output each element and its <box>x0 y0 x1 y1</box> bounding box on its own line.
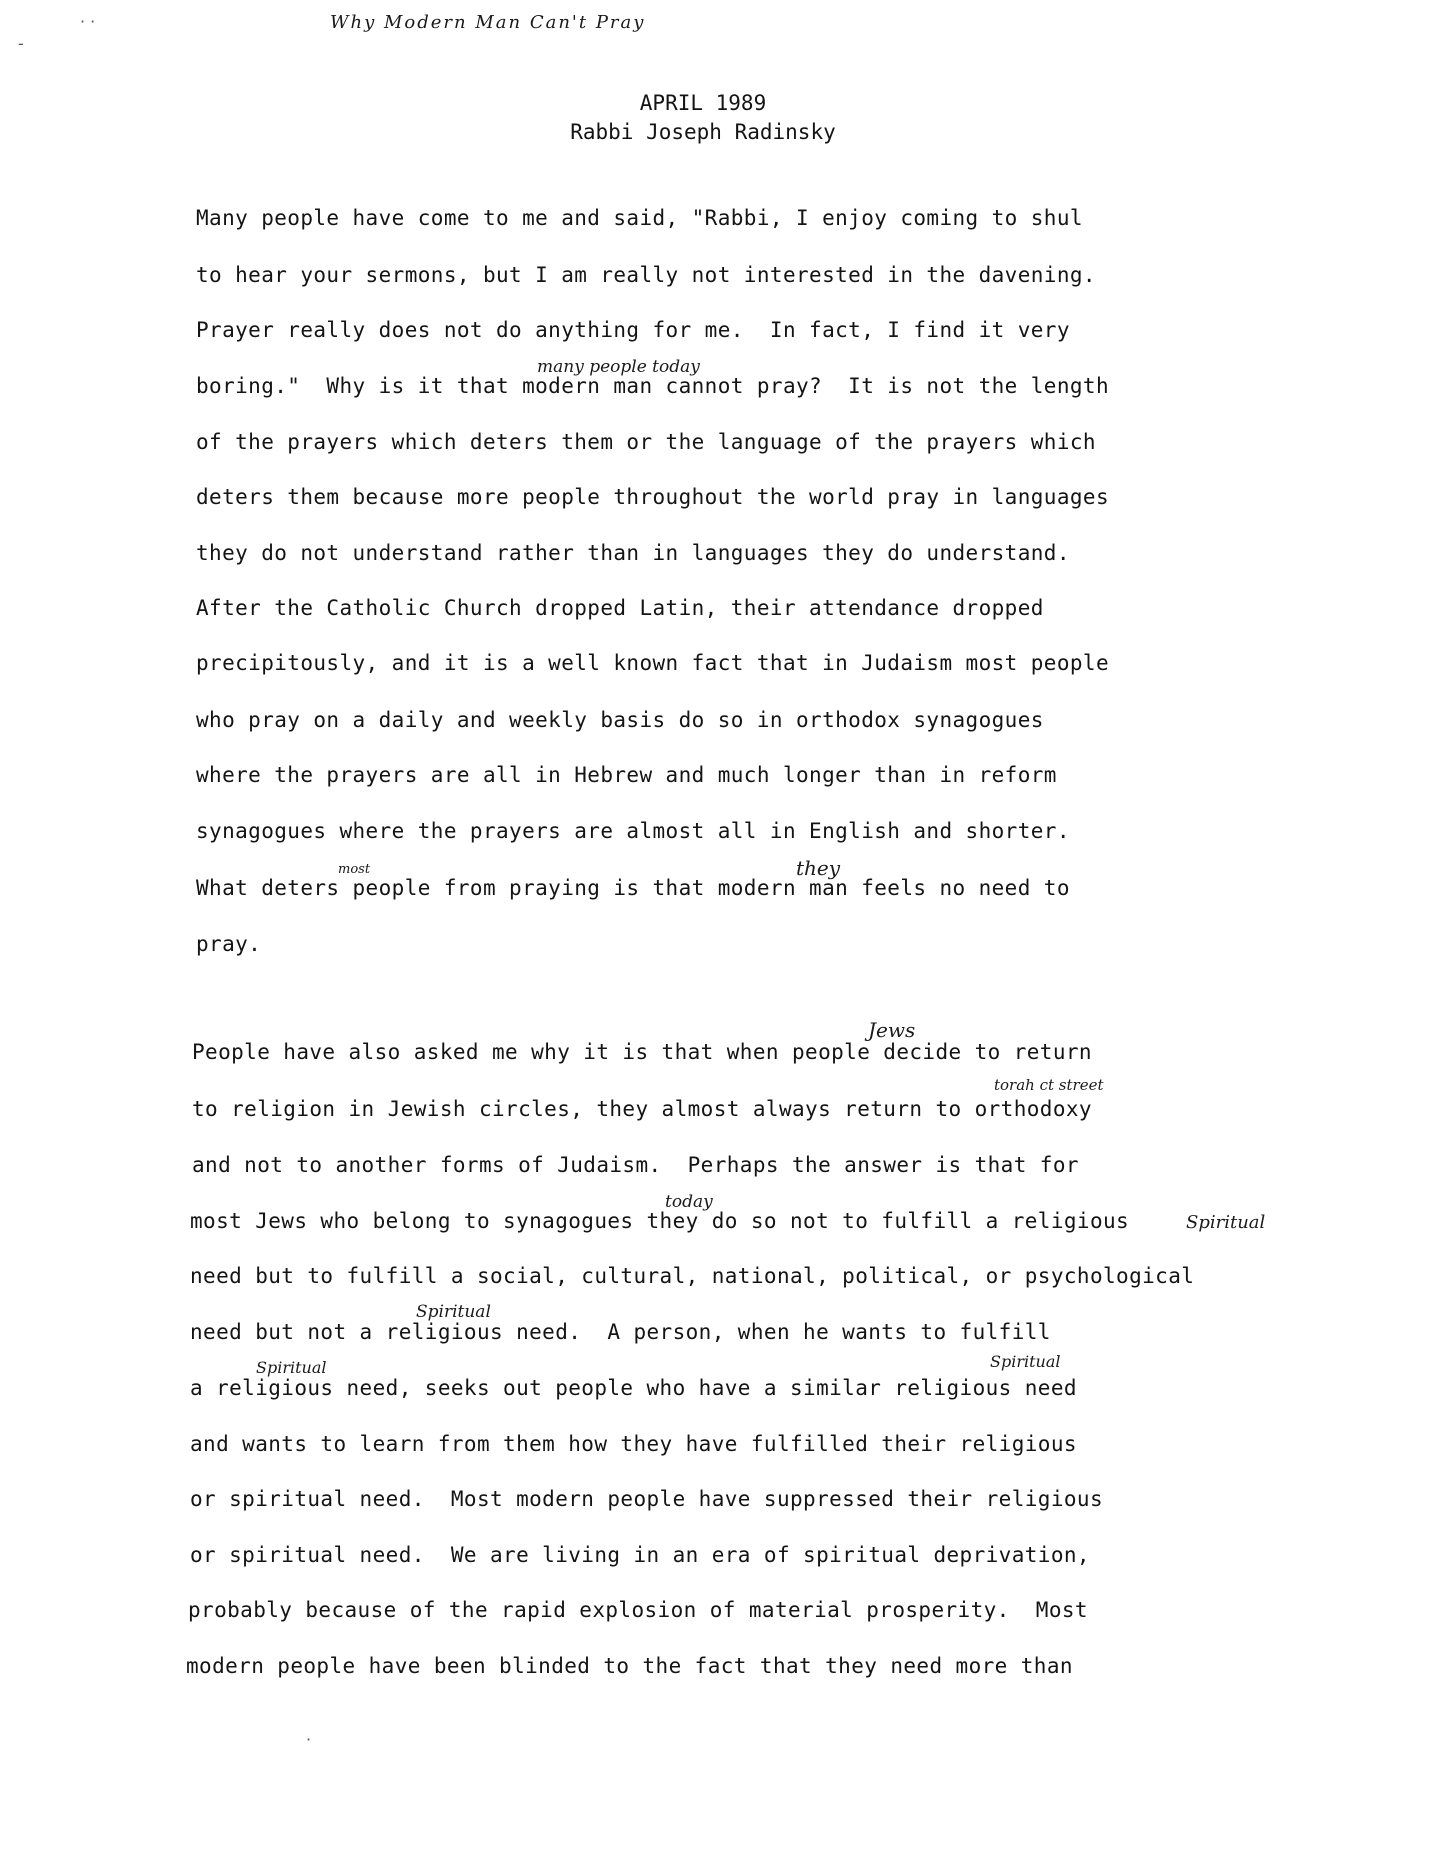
scan-speck: - <box>18 34 24 53</box>
text-line: synagogues where the prayers are almost all in English and shorter. <box>196 819 1070 843</box>
text-line: where the prayers are all in Hebrew and much longer than in reform <box>196 763 1057 787</box>
handwritten-annotation: Spiritual <box>256 1358 327 1377</box>
text-line: deters them because more people throughout the world pray in languages <box>196 485 1110 509</box>
text-line: probably because of the rapid explosion of material prosperity. Most <box>188 1598 1088 1622</box>
handwritten-annotation: Spiritual <box>416 1302 491 1322</box>
text-line: Prayer really does not do anything for me. In fact, I find it very <box>196 318 1070 342</box>
text-line: and not to another forms of Judaism. Perhaps the answer is that for <box>192 1153 1079 1177</box>
text-line: or spiritual need. Most modern people have suppressed their religious <box>190 1487 1104 1511</box>
text-line: precipitously, and it is a well known fact that in Judaism most people <box>196 651 1110 675</box>
text-line: After the Catholic Church dropped Latin, their attendance dropped <box>196 596 1044 620</box>
text-line: who pray on a daily and weekly basis do so in orthodox synagogues <box>196 708 1044 732</box>
text-line: need but not a religious need. A person, when he wants to fulfill <box>190 1320 1051 1344</box>
handwritten-annotation: they <box>796 856 841 880</box>
document-author: Rabbi Joseph Radinsky <box>570 120 836 144</box>
text-line: boring." Why is it that modern man cannot pray? It is not the length <box>196 374 1110 398</box>
handwritten-annotation: Spiritual <box>1186 1212 1266 1233</box>
text-line: a religious need, seeks out people who have a similar religious need <box>190 1376 1077 1400</box>
handwritten-annotation: Jews <box>868 1018 916 1042</box>
handwritten-annotation: today <box>665 1192 713 1212</box>
text-line: and wants to learn from them how they have fulfilled their religious <box>190 1432 1077 1456</box>
text-line: pray. <box>196 932 262 956</box>
text-line: People have also asked me why it is that when people decide to return <box>192 1040 1092 1064</box>
handwritten-annotation: many people today <box>537 357 700 377</box>
handwritten-annotation: most <box>338 862 371 877</box>
text-line: Many people have come to me and said, "Rabbi, I enjoy coming to shul <box>196 206 1083 230</box>
text-line: modern people have been blinded to the fact that they need more than <box>186 1654 1073 1678</box>
handwritten-annotation: Spiritual <box>990 1352 1061 1371</box>
text-line: most Jews who belong to synagogues they do so not to fulfill a religious <box>190 1209 1130 1233</box>
text-line: they do not understand rather than in languages they do understand. <box>196 541 1070 565</box>
text-line: of the prayers which deters them or the language of the prayers which <box>196 430 1096 454</box>
text-line: need but to fulfill a social, cultural, national, political, or psychological <box>190 1264 1195 1288</box>
text-line: or spiritual need. We are living in an era of spiritual deprivation, <box>190 1543 1090 1567</box>
text-line: to religion in Jewish circles, they almost always return to orthodoxy <box>192 1097 1092 1121</box>
scan-speck: · <box>306 1730 312 1749</box>
text-line: What deters people from praying is that modern man feels no need to <box>196 876 1070 900</box>
text-line: to hear your sermons, but I am really not interested in the davening. <box>196 263 1096 287</box>
document-date: APRIL 1989 <box>639 91 767 115</box>
handwritten-annotation: torah ct street <box>994 1076 1104 1094</box>
handwritten-title: Why Modern Man Can't Pray <box>330 12 646 33</box>
scan-speck: · · <box>80 12 96 31</box>
